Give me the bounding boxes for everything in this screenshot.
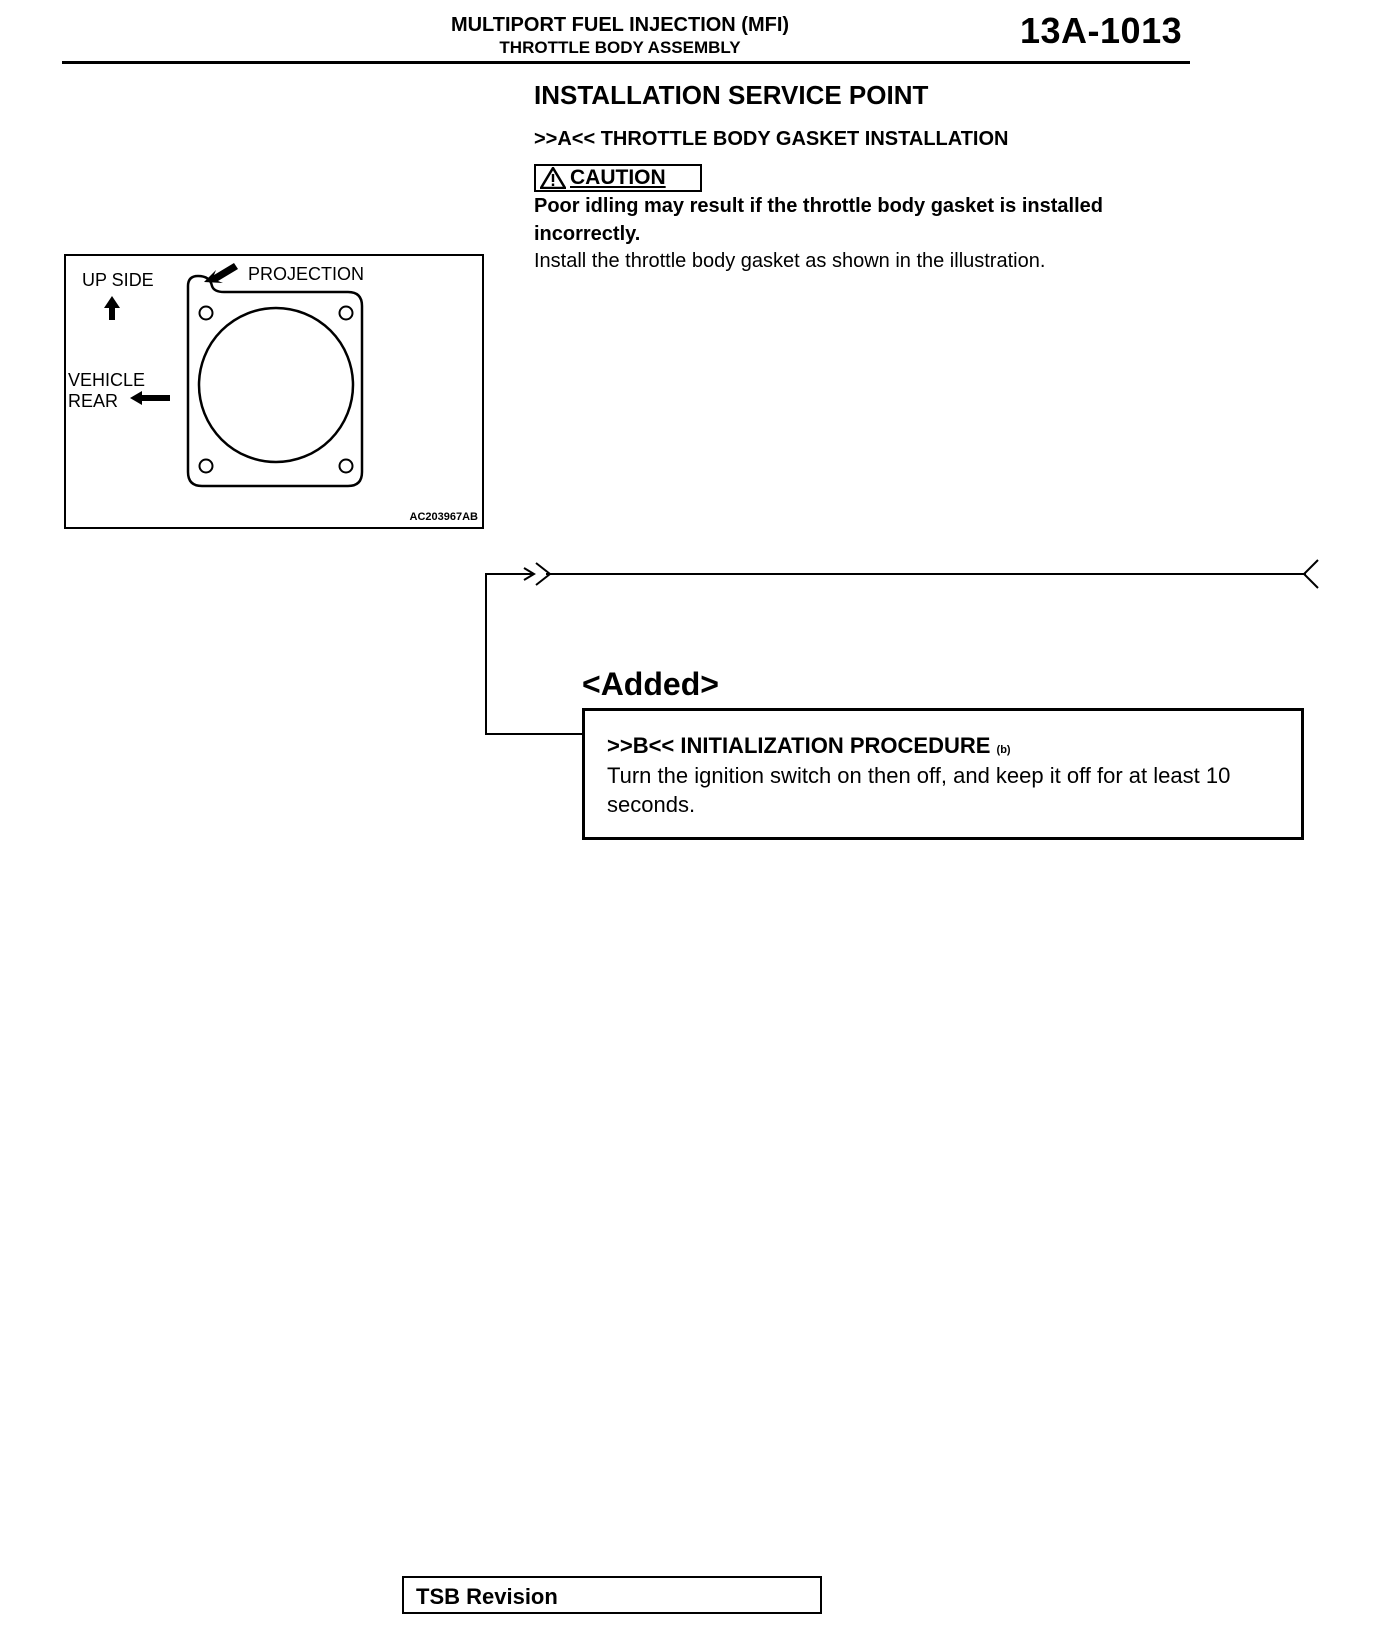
- section-title: INSTALLATION SERVICE POINT: [534, 80, 929, 110]
- initialization-notice-box: [582, 708, 1304, 840]
- subsection-title: >>A<< THROTTLE BODY GASKET INSTALLATION: [534, 128, 1009, 150]
- tsb-revision-box: [402, 1576, 822, 1614]
- label-rear: REAR: [68, 391, 119, 411]
- page-number: 13A-1013: [1020, 10, 1183, 51]
- label-vehicle: VEHICLE: [68, 370, 146, 390]
- notice-title-text: >>B<< INITIALIZATION PROCEDURE: [607, 733, 991, 758]
- notice-title-suffix: (b): [996, 744, 1011, 756]
- caution-warning-text: Poor idling may result if the throttle body gasket is installed incorrectly.: [534, 195, 1103, 245]
- figure-code: AC203967AB: [409, 511, 478, 523]
- notice-title: [607, 733, 1011, 759]
- tsb-revision-label: TSB Revision: [416, 1584, 558, 1609]
- label-projection: PROJECTION: [248, 264, 365, 284]
- caution-label: CAUTION: [570, 166, 666, 189]
- added-label: <Added>: [582, 666, 719, 702]
- header-subtitle: THROTTLE BODY ASSEMBLY: [499, 38, 741, 57]
- notice-body: Turn the ignition switch on then off, and keep it off for at least 10 seconds.: [607, 763, 1231, 817]
- instruction-text: Install the throttle body gasket as shown in the illustration.: [534, 250, 1046, 272]
- label-up-side: UP SIDE: [82, 270, 154, 290]
- header-title: MULTIPORT FUEL INJECTION (MFI): [450, 14, 790, 36]
